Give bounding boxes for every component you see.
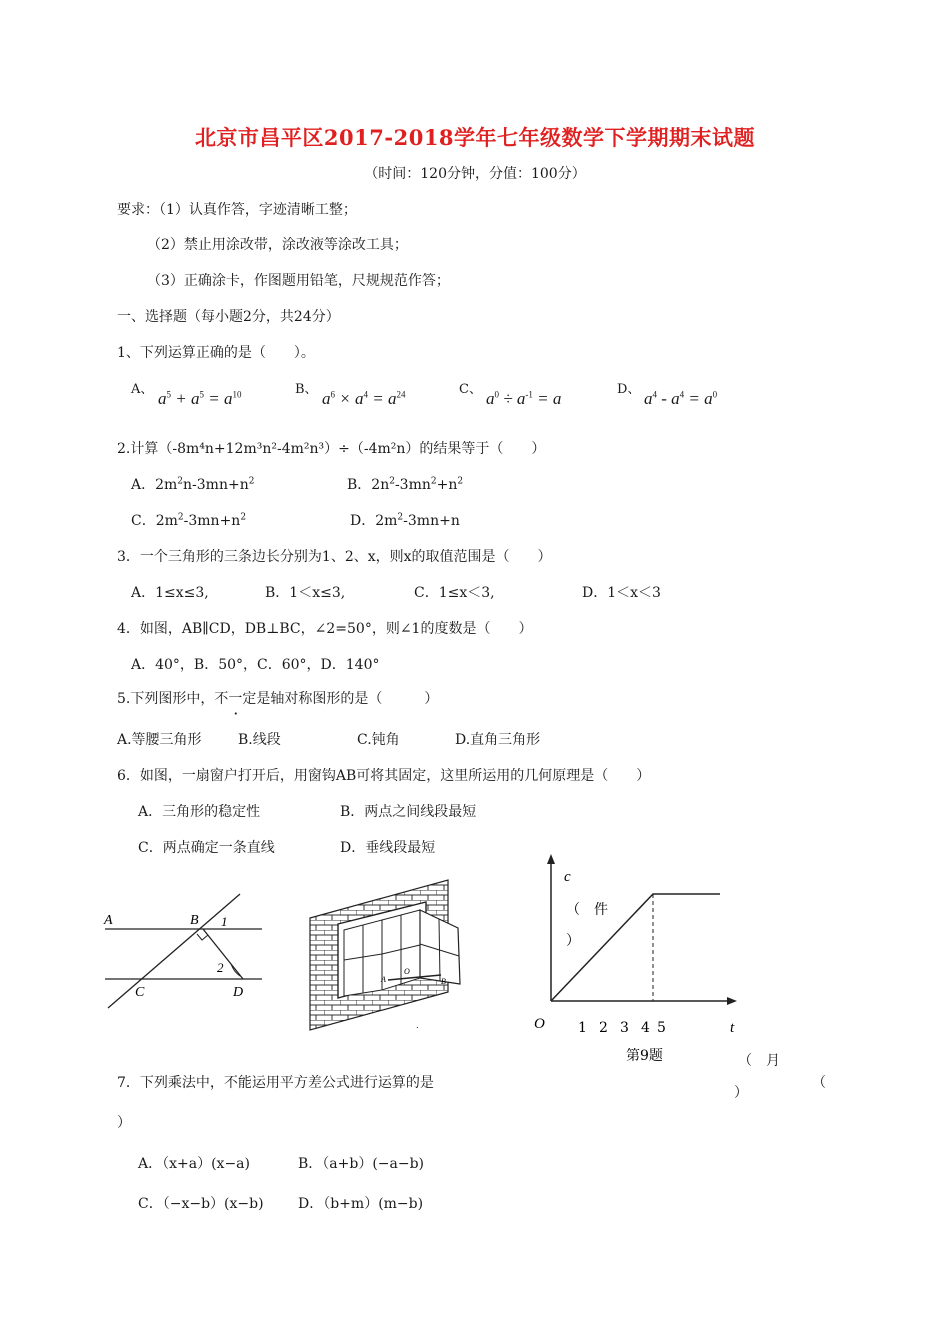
question-5-stem bbox=[117, 688, 438, 708]
hook-label-o: O bbox=[404, 967, 410, 976]
x-tick-3: 3 bbox=[620, 1020, 629, 1036]
label-c: C bbox=[135, 985, 145, 1000]
q1-option-d-label: D、 bbox=[617, 382, 641, 397]
q2-option-d: D．$2m^2-3mn+n$ bbox=[350, 512, 460, 529]
y-axis-unit-close: ） bbox=[566, 933, 580, 949]
q3-option-a: A．1≤x≤3, bbox=[131, 585, 209, 601]
q2-option-a: A．$2m^2n-3mn+n^2$ bbox=[131, 476, 255, 493]
q1-option-a-formula: $a^5 + a^5 = a^{10}$ bbox=[158, 389, 242, 408]
q1-option-b-label: B、 bbox=[295, 382, 318, 397]
y-axis-unit-open: （ 件 bbox=[566, 902, 608, 918]
label-b: B bbox=[190, 913, 199, 928]
q5-stem-emphasis: 不一定 bbox=[214, 691, 257, 707]
q7-option-d: D．（b+m）(m−b) bbox=[298, 1196, 424, 1212]
q1-option-d-formula: $a^4 - a^4 = a^0$ bbox=[644, 389, 718, 408]
question-4-stem: 4．如图，AB∥CD，DB⊥BC，∠2=50°，则∠1的度数是（ ） bbox=[117, 621, 533, 637]
x-axis-unit-close: ） bbox=[734, 1085, 748, 1101]
q6-option-b: B．两点之间线段最短 bbox=[340, 804, 477, 820]
label-angle-1: 1 bbox=[221, 914, 228, 929]
q5-stem-pre: 5.下列图形中， bbox=[117, 691, 215, 707]
x-axis-arrow bbox=[727, 997, 737, 1005]
origin-label: O bbox=[534, 1016, 545, 1032]
q7-paren-close: ） bbox=[117, 1115, 131, 1131]
x-tick-2: 2 bbox=[599, 1020, 608, 1036]
q3-option-d: D．1＜x＜3 bbox=[582, 585, 661, 601]
label-angle-2: 2 bbox=[217, 960, 224, 975]
q5-option-a: A.等腰三角形 bbox=[117, 732, 202, 748]
x-tick-5: 5 bbox=[657, 1020, 666, 1036]
figure-parallel-lines bbox=[100, 890, 270, 1020]
right-angle-mark bbox=[197, 934, 208, 940]
requirement-3: （3）正确涂卡，作图题用铅笔，尺规规范作答； bbox=[147, 273, 450, 289]
x-axis-label: t bbox=[730, 1020, 735, 1036]
section-heading: 一、选择题（每小题2分，共24分） bbox=[117, 309, 340, 325]
x-tick-4: 4 bbox=[641, 1020, 650, 1036]
q6-option-c: C．两点确定一条直线 bbox=[138, 840, 275, 856]
question-3-stem: 3．一个三角形的三条边长分别为1、2、x，则x的取值范围是（ ） bbox=[117, 549, 552, 565]
q2-option-c: C．$2m^2-3mn+n^2$ bbox=[131, 512, 247, 529]
q2-option-b: B．$2n^2-3mn^2+n^2$ bbox=[347, 476, 464, 493]
hook-label-a: A bbox=[381, 975, 386, 984]
exam-info: （时间：120分钟，分值：100分） bbox=[364, 166, 586, 182]
q7-option-c: C．（−x−b）(x−b) bbox=[138, 1196, 264, 1212]
y-axis-arrow bbox=[547, 854, 555, 864]
requirement-2: （2）禁止用涂改带，涂改液等涂改工具； bbox=[147, 237, 408, 253]
q6-option-d: D．垂线段最短 bbox=[340, 840, 436, 856]
x-tick-1: 1 bbox=[578, 1020, 587, 1036]
q1-option-c-label: C、 bbox=[459, 382, 482, 397]
q5-option-b: B.线段 bbox=[238, 732, 281, 748]
hook-label-b: B bbox=[441, 977, 446, 986]
question-2-stem: 2.计算（-8m⁴n+12m³n²-4m²n³）÷（-4m²n）的结果等于（ ） bbox=[117, 441, 546, 457]
q5-stem-post: 是轴对称图形的是（ ） bbox=[256, 691, 439, 707]
label-d: D bbox=[233, 985, 244, 1000]
q1-option-b-formula: $a^6 \times a^4 = a^{24}$ bbox=[322, 389, 406, 408]
q3-option-b: B．1＜x≤3, bbox=[265, 585, 346, 601]
q5-option-c: C.钝角 bbox=[357, 732, 400, 748]
q1-option-c-formula: $a^0 \div a^{-1} = a$ bbox=[486, 389, 562, 408]
q3-option-c: C．1≤x＜3, bbox=[414, 585, 495, 601]
requirement-1: 要求：（1）认真作答，字迹清晰工整； bbox=[117, 202, 357, 218]
question-1-stem: 1、下列运算正确的是（ ）。 bbox=[117, 345, 315, 361]
question-6-stem: 6．如图，一扇窗户打开后，用窗钩AB可将其固定，这里所运用的几何原理是（ ） bbox=[117, 768, 651, 784]
question-7-stem: 7．下列乘法中，不能运用平方差公式进行运算的是 bbox=[117, 1075, 434, 1091]
q7-option-b: B．（a+b）(−a−b) bbox=[298, 1156, 425, 1172]
q1-option-a-label: A、 bbox=[131, 382, 154, 397]
y-axis-label: c bbox=[564, 869, 571, 885]
figure-q9-graph bbox=[520, 852, 760, 1062]
q7-paren-open: （ bbox=[812, 1075, 826, 1091]
q5-option-d: D.直角三角形 bbox=[455, 732, 541, 748]
q6-option-a: A．三角形的稳定性 bbox=[138, 804, 261, 820]
figure-caption: 第9题 bbox=[626, 1048, 663, 1064]
svg-text:.: . bbox=[416, 1021, 419, 1030]
q7-option-a: A．（x+a）(x−a) bbox=[138, 1156, 250, 1172]
label-a: A bbox=[104, 913, 113, 928]
figure-window-hook bbox=[308, 880, 468, 1035]
page-title: 北京市昌平区2017-2018学年七年级数学下学期期末试题 bbox=[194, 125, 756, 150]
q4-options: A．40°，B．50°，C．60°，D．140° bbox=[131, 657, 380, 673]
x-axis-unit-open: （ 月 bbox=[738, 1053, 780, 1069]
